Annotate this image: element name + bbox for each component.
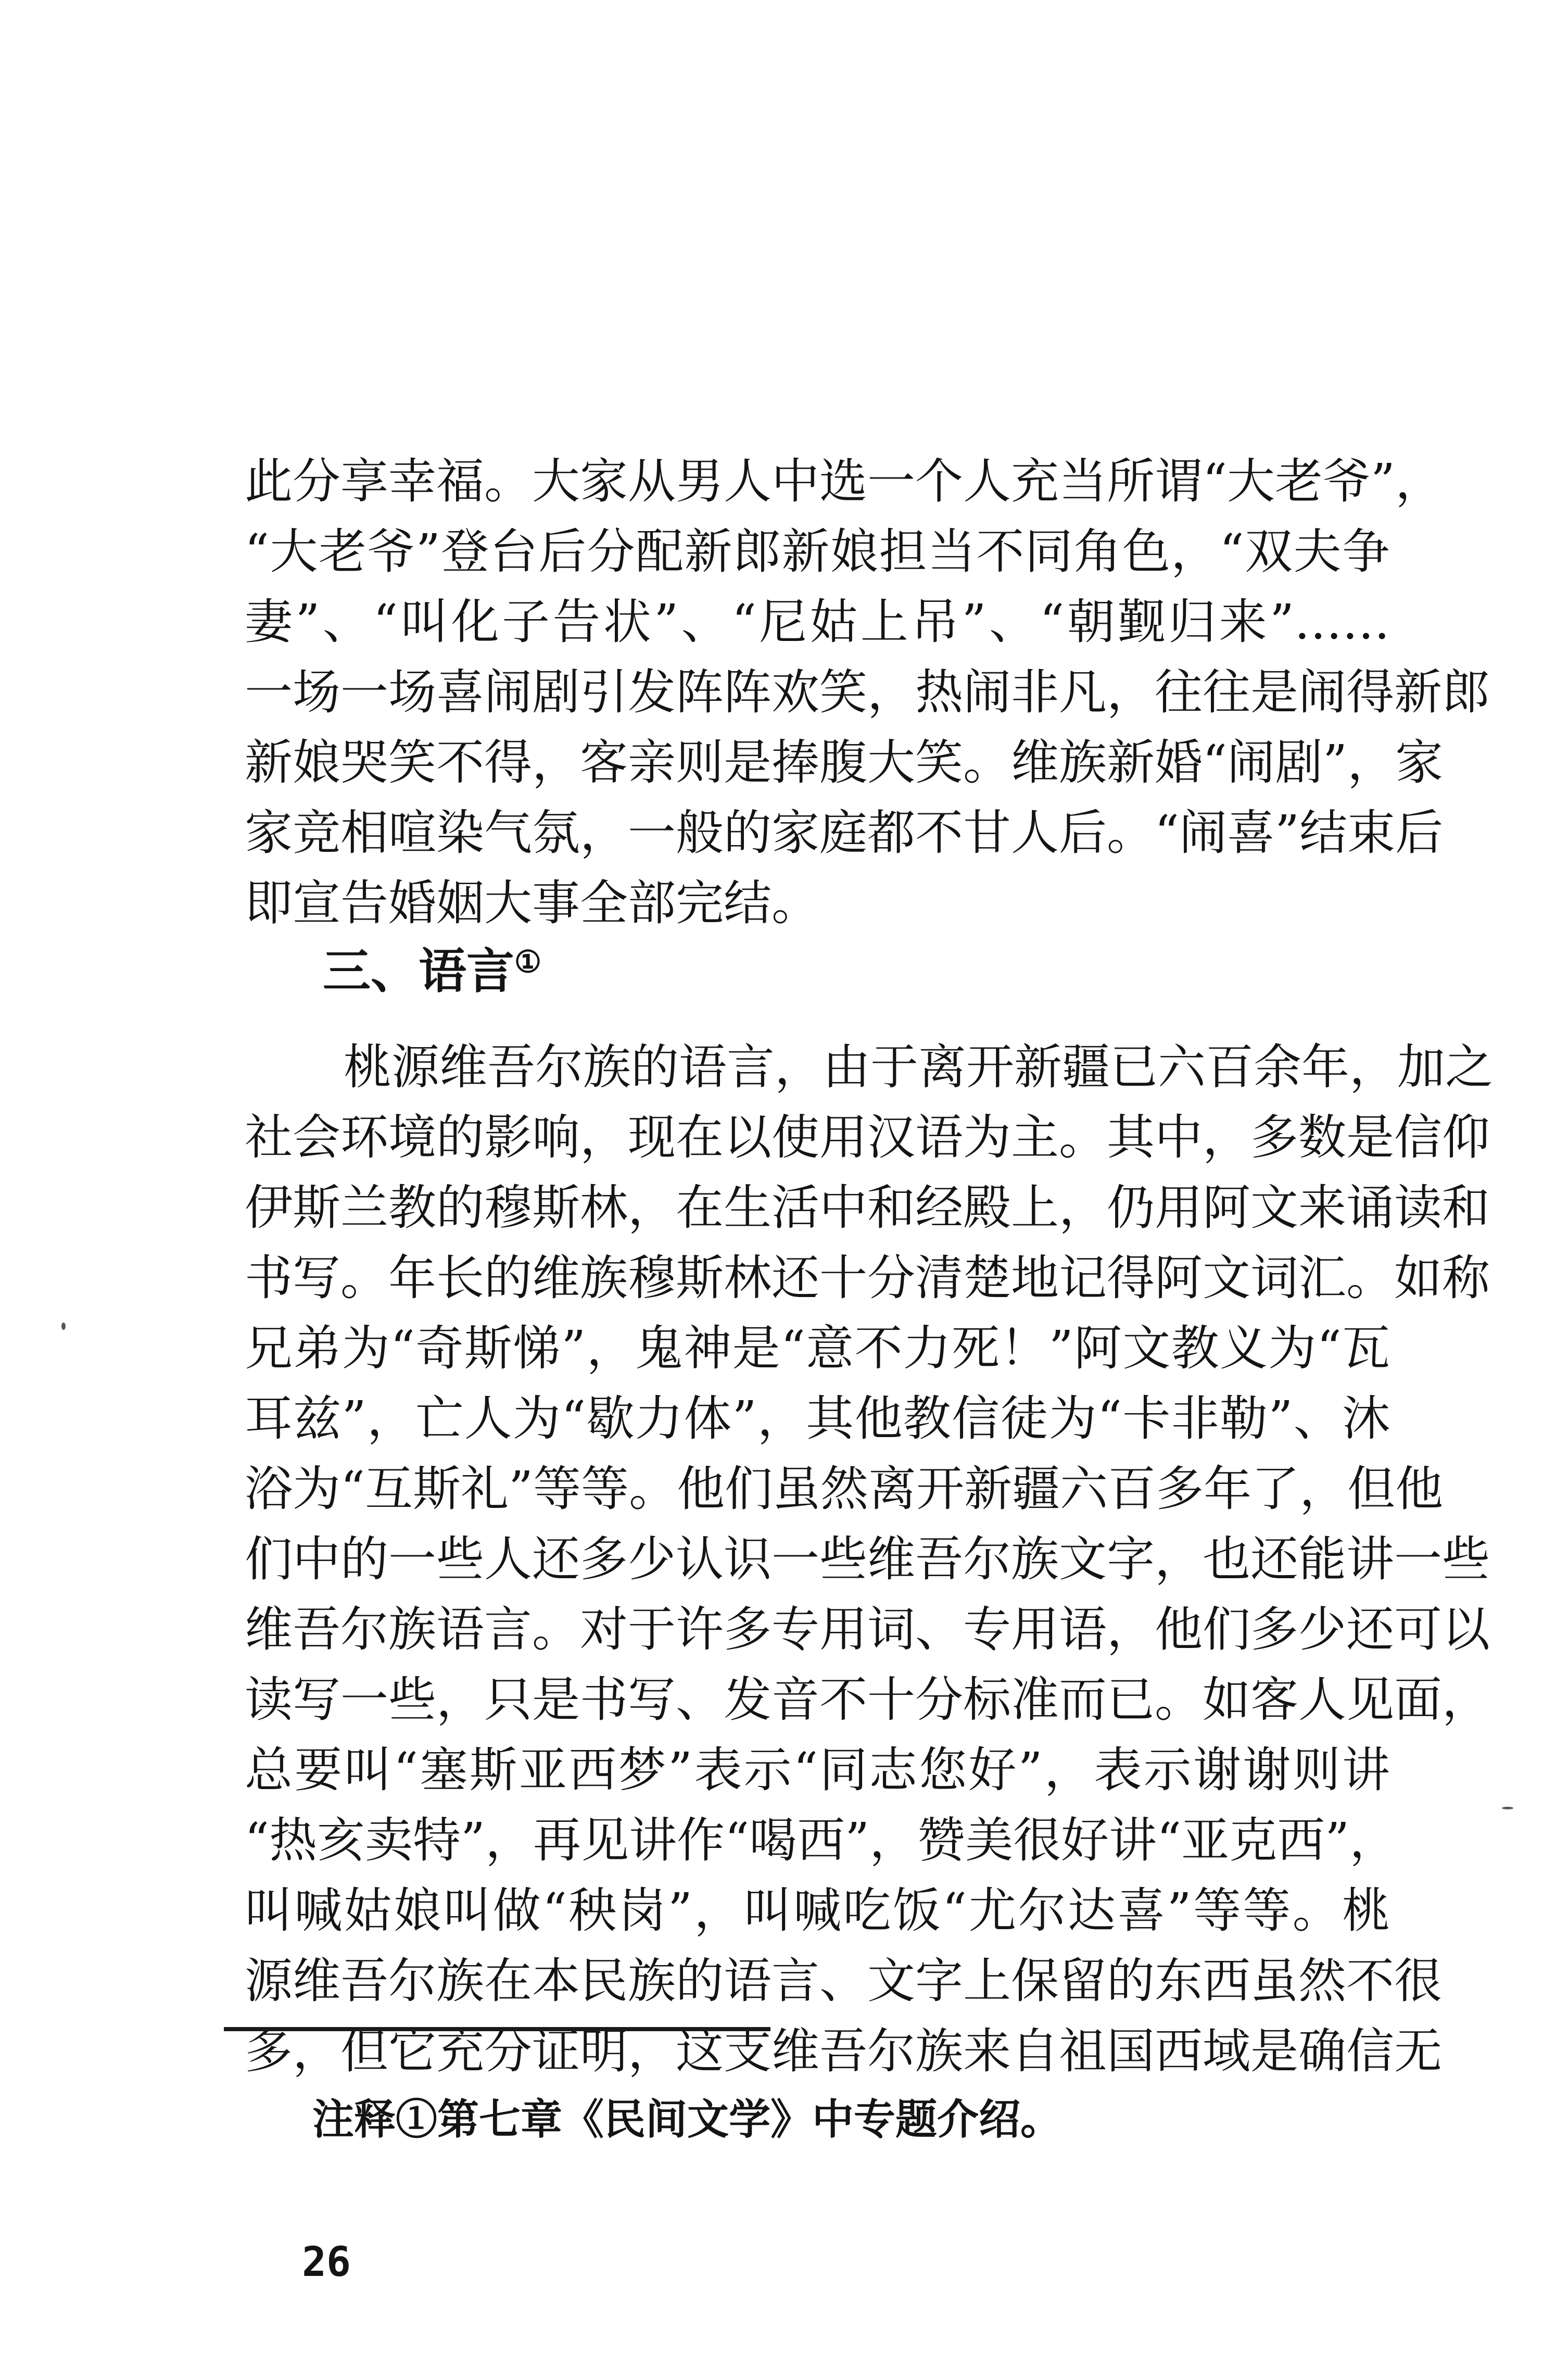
- text-line: 耳兹”，亡人为“歇力体”，其他教信徒为“卡非勒”、沐: [245, 1391, 1390, 1446]
- text-line: 一场一场喜闹剧引发阵阵欢笑，热闹非凡，往往是闹得新郎: [245, 664, 1490, 720]
- text-line: 桃源维吾尔族的语言，由于离开新疆已六百余年，加之: [344, 1039, 1494, 1095]
- footnote-divider: [224, 2027, 770, 2031]
- text-line: 叫喊姑娘叫做“秧岗”，叫喊吃饭“尤尔达喜”等等。桃: [245, 1883, 1390, 1939]
- text-line: 兄弟为“奇斯悌”，鬼神是“意不力死！”阿文教义为“瓦: [245, 1320, 1390, 1376]
- text-line: 总要叫“塞斯亚西梦”表示“同志您好”，表示谢谢则讲: [245, 1742, 1390, 1798]
- footnote: 注释①第七章《民间文学》中专题介绍。: [312, 2095, 1062, 2144]
- text-line: 读写一些，只是书写、发音不十分标准而已。如客人见面，: [245, 1672, 1490, 1728]
- text-line: 新娘哭笑不得，客亲则是捧腹大笑。维族新婚“闹剧”，家: [245, 735, 1444, 790]
- text-line: 伊斯兰教的穆斯林，在生活中和经殿上，仍用阿文来诵读和: [245, 1180, 1490, 1236]
- text-line: “大老爷”登台后分配新郎新娘担当不同角色，“双夫争: [245, 524, 1390, 580]
- text-line: 妻”、“叫化子告状”、“尼姑上吊”、“朝觐归来”……: [245, 594, 1390, 650]
- text-line: 源维吾尔族在本民族的语言、文字上保留的东西虽然不很: [245, 1953, 1443, 2009]
- text-line: 此分享幸福。大家从男人中选一个人充当所谓“大老爷”，: [245, 454, 1444, 509]
- page-number: 26: [302, 2239, 351, 2286]
- text-line: 们中的一些人还多少认识一些维吾尔族文字，也还能讲一些: [245, 1531, 1490, 1587]
- scan-speck: [1502, 1807, 1513, 1809]
- section-heading-text: 三、语言: [323, 943, 515, 999]
- text-line: “热亥卖特”，再见讲作“喝西”，赞美很好讲“亚克西”，: [245, 1813, 1398, 1868]
- text-line: 多，但它充分证明，这支维吾尔族来自祖国西域是确信无: [245, 2023, 1443, 2079]
- text-line: 即宣告婚姻大事全部完结。: [245, 875, 820, 931]
- text-line: 浴为“互斯礼”等等。他们虽然离开新疆六百多年了，但他: [245, 1461, 1444, 1517]
- footnote-marker: ①: [514, 944, 542, 979]
- text-line: 书写。年长的维族穆斯林还十分清楚地记得阿文词汇。如称: [245, 1250, 1490, 1306]
- text-line: 维吾尔族语言。对于许多专用词、专用语，他们多少还可以: [245, 1602, 1490, 1657]
- scan-speck: [61, 1323, 66, 1330]
- text-line: 社会环境的影响，现在以使用汉语为主。其中，多数是信仰: [245, 1110, 1490, 1165]
- section-heading: [323, 932, 541, 1010]
- text-line: 家竞相喧染气氛，一般的家庭都不甘人后。“闹喜”结束后: [245, 805, 1444, 861]
